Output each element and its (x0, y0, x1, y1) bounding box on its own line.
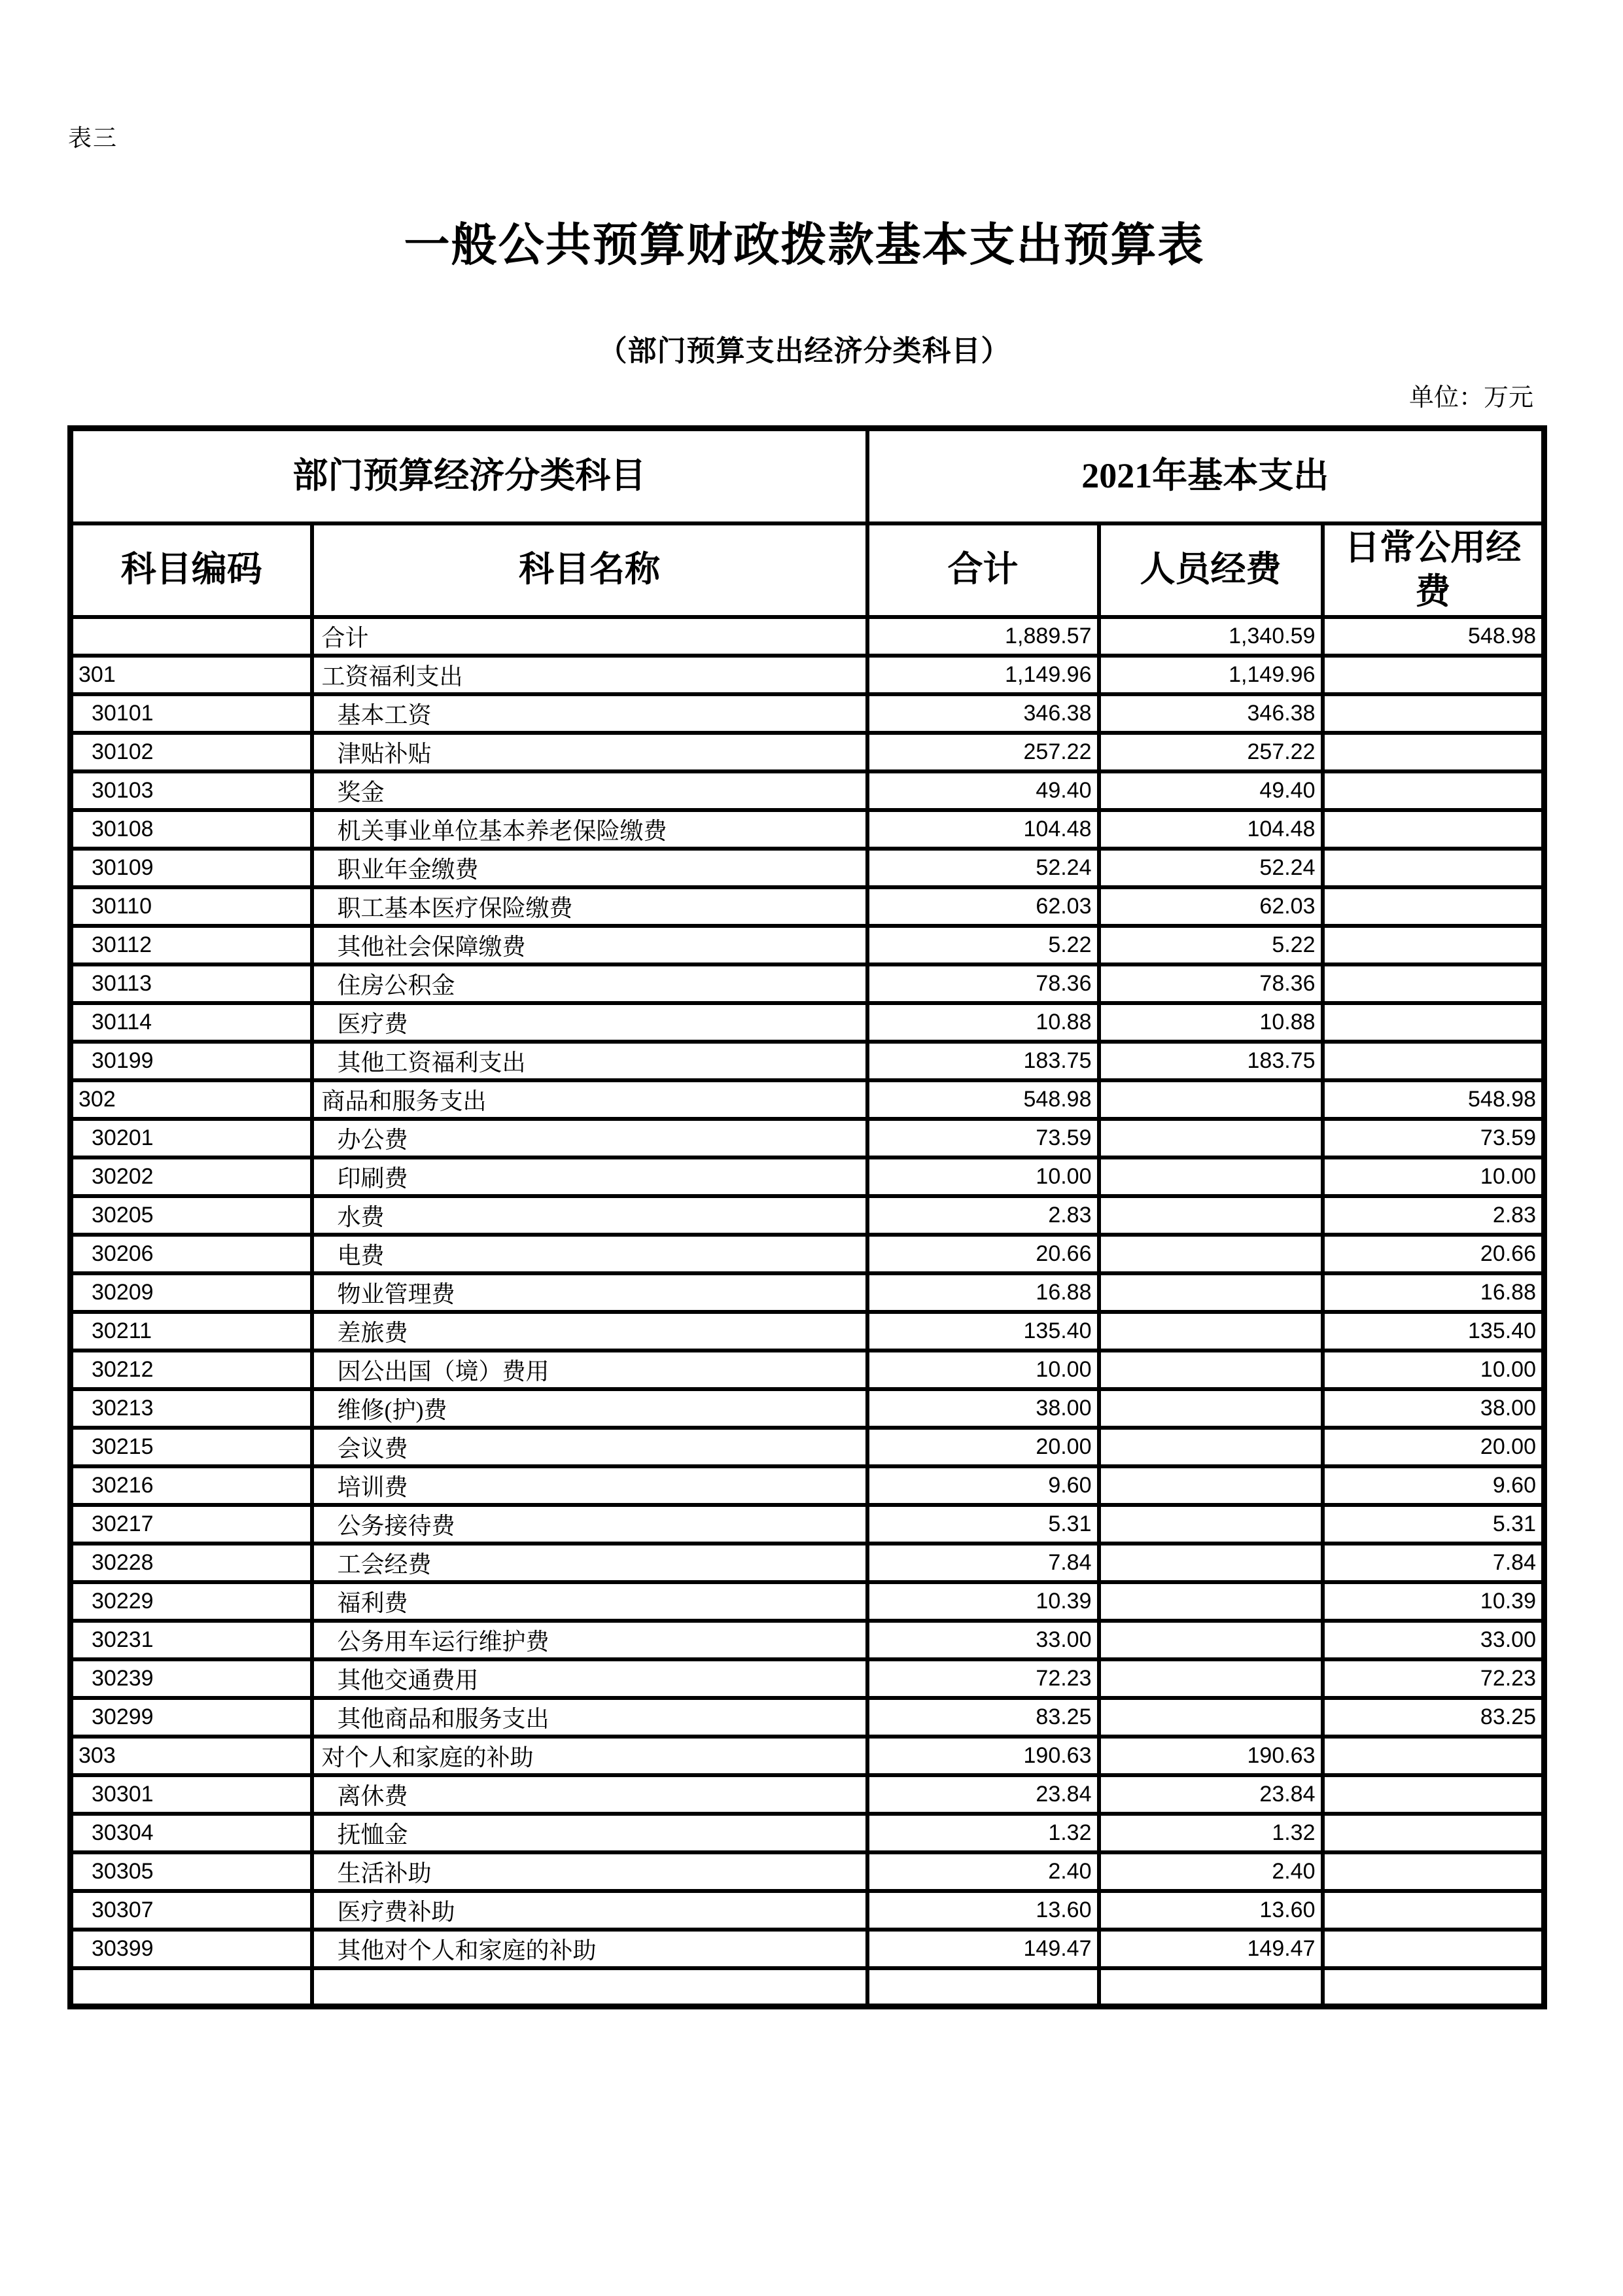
corner-label: 表三 (68, 125, 118, 151)
table-row (71, 656, 1544, 694)
table-row (71, 849, 1544, 887)
cell-total: 7.84 (867, 1544, 1099, 1582)
header-columns-row (71, 523, 1544, 617)
cell-daily: 548.98 (1323, 617, 1544, 656)
cell-total: 20.00 (867, 1428, 1099, 1466)
table-row (71, 1157, 1544, 1196)
cell-daily (1323, 887, 1544, 926)
table-row (71, 1544, 1544, 1582)
cell-code (71, 1968, 312, 2007)
page-subtitle: （部门预算支出经济分类科目） (598, 335, 1011, 367)
cell-personnel: 5.22 (1099, 926, 1323, 964)
cell-total: 1.32 (867, 1814, 1099, 1852)
table-row (71, 1621, 1544, 1659)
cell-name: 抚恤金 (312, 1814, 867, 1852)
cell-personnel: 257.22 (1099, 733, 1323, 771)
cell-daily (1323, 1891, 1544, 1930)
cell-total: 10.00 (867, 1351, 1099, 1389)
cell-daily (1323, 1737, 1544, 1775)
table-row (71, 1466, 1544, 1505)
cell-daily (1323, 1003, 1544, 1042)
table-row (71, 1737, 1544, 1775)
cell-personnel: 13.60 (1099, 1891, 1323, 1930)
cell-code: 30199 (71, 1042, 312, 1080)
cell-name: 对个人和家庭的补助 (312, 1737, 867, 1775)
cell-code: 30209 (71, 1273, 312, 1312)
col-header-daily: 日常公用经费 (1323, 523, 1544, 617)
cell-daily: 10.39 (1323, 1582, 1544, 1621)
header-group-2021-basic: 2021年基本支出 (867, 429, 1544, 523)
cell-name: 福利费 (312, 1582, 867, 1621)
table-row (71, 1042, 1544, 1080)
cell-code: 30215 (71, 1428, 312, 1466)
cell-personnel (1099, 1698, 1323, 1737)
table-row (71, 1312, 1544, 1351)
table-row (71, 1196, 1544, 1235)
cell-total: 183.75 (867, 1042, 1099, 1080)
cell-total: 10.39 (867, 1582, 1099, 1621)
cell-total: 10.88 (867, 1003, 1099, 1042)
cell-code: 30112 (71, 926, 312, 964)
table-row (71, 1891, 1544, 1930)
col-header-code: 科目编码 (71, 523, 312, 617)
cell-total: 190.63 (867, 1737, 1099, 1775)
cell-total: 49.40 (867, 771, 1099, 810)
cell-name: 工会经费 (312, 1544, 867, 1582)
cell-name: 津贴补贴 (312, 733, 867, 771)
cell-code: 30399 (71, 1930, 312, 1968)
cell-daily: 5.31 (1323, 1505, 1544, 1544)
cell-daily (1323, 1814, 1544, 1852)
cell-personnel: 183.75 (1099, 1042, 1323, 1080)
cell-daily: 10.00 (1323, 1157, 1544, 1196)
cell-total: 13.60 (867, 1891, 1099, 1930)
cell-name: 医疗费 (312, 1003, 867, 1042)
cell-total: 257.22 (867, 733, 1099, 771)
cell-code: 30201 (71, 1119, 312, 1157)
cell-name: 物业管理费 (312, 1273, 867, 1312)
cell-name: 其他社会保障缴费 (312, 926, 867, 964)
cell-personnel (1099, 1235, 1323, 1273)
cell-name: 奖金 (312, 771, 867, 810)
cell-daily (1323, 771, 1544, 810)
cell-personnel: 190.63 (1099, 1737, 1323, 1775)
cell-personnel (1099, 1389, 1323, 1428)
table-row (71, 887, 1544, 926)
cell-total: 1,149.96 (867, 656, 1099, 694)
cell-total: 16.88 (867, 1273, 1099, 1312)
cell-code: 30211 (71, 1312, 312, 1351)
cell-name: 维修(护)费 (312, 1389, 867, 1428)
table-row (71, 1235, 1544, 1273)
cell-total: 346.38 (867, 694, 1099, 733)
cell-code: 30229 (71, 1582, 312, 1621)
cell-code: 30114 (71, 1003, 312, 1042)
cell-personnel (1099, 1544, 1323, 1582)
cell-code: 30304 (71, 1814, 312, 1852)
cell-name: 职业年金缴费 (312, 849, 867, 887)
cell-daily: 20.00 (1323, 1428, 1544, 1466)
table-row (71, 1852, 1544, 1891)
table-row (71, 1505, 1544, 1544)
cell-personnel (1099, 1505, 1323, 1544)
cell-code: 30103 (71, 771, 312, 810)
cell-personnel: 2.40 (1099, 1852, 1323, 1891)
table-row (71, 1814, 1544, 1852)
cell-code: 30108 (71, 810, 312, 849)
cell-code: 30231 (71, 1621, 312, 1659)
cell-personnel: 49.40 (1099, 771, 1323, 810)
cell-code: 30239 (71, 1659, 312, 1698)
cell-name: 其他交通费用 (312, 1659, 867, 1698)
cell-personnel (1099, 1351, 1323, 1389)
cell-daily (1323, 1968, 1544, 2007)
cell-personnel (1099, 1196, 1323, 1235)
cell-daily: 38.00 (1323, 1389, 1544, 1428)
cell-code: 30110 (71, 887, 312, 926)
table-row (71, 617, 1544, 656)
cell-name: 培训费 (312, 1466, 867, 1505)
table-row (71, 1389, 1544, 1428)
cell-code: 30217 (71, 1505, 312, 1544)
cell-code: 30102 (71, 733, 312, 771)
cell-code: 30216 (71, 1466, 312, 1505)
cell-total: 149.47 (867, 1930, 1099, 1968)
cell-total: 104.48 (867, 810, 1099, 849)
cell-code: 30101 (71, 694, 312, 733)
cell-personnel: 23.84 (1099, 1775, 1323, 1814)
table-row (71, 1273, 1544, 1312)
cell-total: 83.25 (867, 1698, 1099, 1737)
table-row (71, 1930, 1544, 1968)
cell-total: 23.84 (867, 1775, 1099, 1814)
cell-name: 机关事业单位基本养老保险缴费 (312, 810, 867, 849)
cell-total: 38.00 (867, 1389, 1099, 1428)
cell-daily: 2.83 (1323, 1196, 1544, 1235)
cell-total: 5.22 (867, 926, 1099, 964)
cell-code: 30109 (71, 849, 312, 887)
table-row (71, 1659, 1544, 1698)
cell-code: 30301 (71, 1775, 312, 1814)
table-row (71, 810, 1544, 849)
cell-name: 电费 (312, 1235, 867, 1273)
table-row (71, 964, 1544, 1003)
cell-daily (1323, 1852, 1544, 1891)
table-row (71, 1775, 1544, 1814)
cell-personnel: 10.88 (1099, 1003, 1323, 1042)
cell-daily: 10.00 (1323, 1351, 1544, 1389)
table-row (71, 771, 1544, 810)
cell-code: 30113 (71, 964, 312, 1003)
cell-daily: 548.98 (1323, 1080, 1544, 1119)
table-row (71, 1080, 1544, 1119)
cell-total: 73.59 (867, 1119, 1099, 1157)
cell-personnel: 1,149.96 (1099, 656, 1323, 694)
cell-personnel: 1.32 (1099, 1814, 1323, 1852)
cell-name: 基本工资 (312, 694, 867, 733)
cell-personnel (1099, 1273, 1323, 1312)
cell-personnel (1099, 1157, 1323, 1196)
cell-total: 72.23 (867, 1659, 1099, 1698)
cell-code: 30228 (71, 1544, 312, 1582)
cell-daily (1323, 964, 1544, 1003)
cell-daily (1323, 1775, 1544, 1814)
table-row (71, 926, 1544, 964)
cell-code: 30212 (71, 1351, 312, 1389)
table-row (71, 1003, 1544, 1042)
cell-total: 9.60 (867, 1466, 1099, 1505)
table-body (71, 617, 1544, 2007)
budget-table-header (71, 429, 1544, 617)
cell-daily: 16.88 (1323, 1273, 1544, 1312)
cell-daily: 135.40 (1323, 1312, 1544, 1351)
cell-name: 差旅费 (312, 1312, 867, 1351)
cell-personnel (1099, 1428, 1323, 1466)
cell-total: 33.00 (867, 1621, 1099, 1659)
cell-total: 2.40 (867, 1852, 1099, 1891)
cell-personnel (1099, 1582, 1323, 1621)
cell-personnel (1099, 1621, 1323, 1659)
cell-personnel: 78.36 (1099, 964, 1323, 1003)
table-row (71, 733, 1544, 771)
cell-total: 78.36 (867, 964, 1099, 1003)
cell-code: 301 (71, 656, 312, 694)
cell-name: 其他对个人和家庭的补助 (312, 1930, 867, 1968)
cell-name: 因公出国（境）费用 (312, 1351, 867, 1389)
cell-code: 30206 (71, 1235, 312, 1273)
cell-name: 生活补助 (312, 1852, 867, 1891)
cell-total (867, 1968, 1099, 2007)
cell-name: 工资福利支出 (312, 656, 867, 694)
col-header-name: 科目名称 (312, 523, 867, 617)
header-group-classification: 部门预算经济分类科目 (71, 429, 867, 523)
cell-name (312, 1968, 867, 2007)
cell-personnel: 149.47 (1099, 1930, 1323, 1968)
cell-code: 302 (71, 1080, 312, 1119)
cell-total: 548.98 (867, 1080, 1099, 1119)
cell-daily (1323, 694, 1544, 733)
cell-daily: 7.84 (1323, 1544, 1544, 1582)
cell-total: 1,889.57 (867, 617, 1099, 656)
cell-name: 医疗费补助 (312, 1891, 867, 1930)
table-row (71, 1351, 1544, 1389)
cell-daily: 83.25 (1323, 1698, 1544, 1737)
table-row (71, 694, 1544, 733)
cell-personnel: 104.48 (1099, 810, 1323, 849)
table-row (71, 1582, 1544, 1621)
cell-personnel: 52.24 (1099, 849, 1323, 887)
cell-name: 会议费 (312, 1428, 867, 1466)
table-row (71, 1428, 1544, 1466)
cell-personnel (1099, 1466, 1323, 1505)
cell-name: 公务用车运行维护费 (312, 1621, 867, 1659)
cell-daily (1323, 1930, 1544, 1968)
cell-name: 商品和服务支出 (312, 1080, 867, 1119)
cell-daily: 20.66 (1323, 1235, 1544, 1273)
cell-daily (1323, 926, 1544, 964)
col-header-personnel: 人员经费 (1099, 523, 1323, 617)
cell-personnel (1099, 1119, 1323, 1157)
cell-code: 30205 (71, 1196, 312, 1235)
cell-daily: 9.60 (1323, 1466, 1544, 1505)
cell-daily (1323, 810, 1544, 849)
cell-code: 30299 (71, 1698, 312, 1737)
cell-daily: 72.23 (1323, 1659, 1544, 1698)
cell-personnel (1099, 1659, 1323, 1698)
cell-code: 303 (71, 1737, 312, 1775)
cell-total: 62.03 (867, 887, 1099, 926)
cell-personnel (1099, 1968, 1323, 2007)
unit-note: 单位：万元 (1408, 384, 1533, 412)
cell-code: 30213 (71, 1389, 312, 1428)
table-row (71, 1119, 1544, 1157)
cell-daily: 33.00 (1323, 1621, 1544, 1659)
cell-personnel (1099, 1312, 1323, 1351)
cell-daily (1323, 1042, 1544, 1080)
cell-name: 公务接待费 (312, 1505, 867, 1544)
table-row (71, 1968, 1544, 2007)
cell-name: 其他商品和服务支出 (312, 1698, 867, 1737)
cell-code (71, 617, 312, 656)
cell-daily (1323, 849, 1544, 887)
cell-name: 职工基本医疗保险缴费 (312, 887, 867, 926)
budget-table (67, 425, 1547, 2009)
cell-code: 30202 (71, 1157, 312, 1196)
page-title: 一般公共预算财政拨款基本支出预算表 (404, 221, 1205, 271)
cell-name: 其他工资福利支出 (312, 1042, 867, 1080)
cell-total: 52.24 (867, 849, 1099, 887)
col-header-total: 合计 (867, 523, 1099, 617)
cell-personnel (1099, 1080, 1323, 1119)
cell-daily (1323, 733, 1544, 771)
cell-personnel: 62.03 (1099, 887, 1323, 926)
cell-total: 5.31 (867, 1505, 1099, 1544)
cell-daily (1323, 656, 1544, 694)
cell-name: 印刷费 (312, 1157, 867, 1196)
table-row (71, 1698, 1544, 1737)
cell-name: 合计 (312, 617, 867, 656)
cell-code: 30305 (71, 1852, 312, 1891)
cell-daily: 73.59 (1323, 1119, 1544, 1157)
cell-personnel: 346.38 (1099, 694, 1323, 733)
cell-total: 2.83 (867, 1196, 1099, 1235)
header-group-row (71, 429, 1544, 523)
cell-name: 水费 (312, 1196, 867, 1235)
cell-personnel: 1,340.59 (1099, 617, 1323, 656)
cell-code: 30307 (71, 1891, 312, 1930)
cell-name: 住房公积金 (312, 964, 867, 1003)
cell-total: 20.66 (867, 1235, 1099, 1273)
cell-total: 10.00 (867, 1157, 1099, 1196)
cell-name: 办公费 (312, 1119, 867, 1157)
cell-name: 离休费 (312, 1775, 867, 1814)
cell-total: 135.40 (867, 1312, 1099, 1351)
